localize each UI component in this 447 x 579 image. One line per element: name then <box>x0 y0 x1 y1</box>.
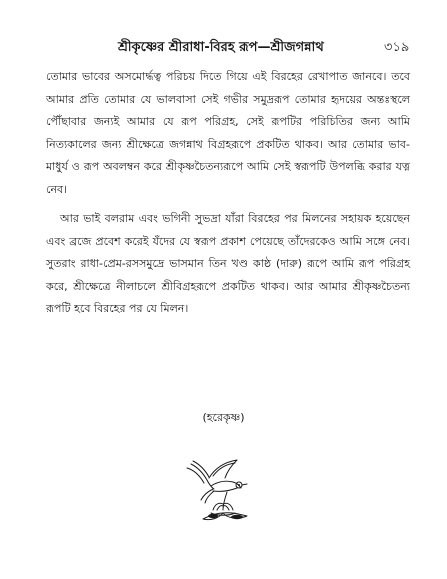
page-header <box>0 38 447 58</box>
paragraph-1: তোমার ভাবের অসমোর্দ্ধত্ব পরিচয় দিতে গিয়ে এই বিরহের রেখাপাত জানবে। তবে আমার প্রতি তোমার যে ভালবাসা সেই গভীর সমুদ্ররূপ তোমার হৃদয়ের অন্তঃস্থলে পৌঁছাবার জন্যই আমার যে রূপ পরিগ্রহ, সেই রূপটির পরিচিতির জন্য আমি নিত্যকালের জন্য শ্রীক্ষেত্রে জগন্নাথ বিগ্রহরূপে প্রকটিত থাকব। আর তোমার ভাব-মাধুর্য ও রূপ অবলম্বন করে শ্রীকৃষ্ণচৈতন্যরূপে আমি সেই স্বরূপটি উপলব্ধি করার যত্ন নেব। <box>46 70 410 196</box>
page-number: ৩১৯ <box>384 40 410 55</box>
body-text <box>46 66 410 321</box>
paragraph-2: আর ভাই বলরাম এবং ভগিনী সুভদ্রা যাঁরা বিরহের পর মিলনের সহায়ক হয়েছেন এবং ব্রজে প্রবেশ করেই যঁদের যে স্বরূপ প্রকাশ পেয়েছে তাঁদেরকেও আমি সঙ্গে নেব। সুতরাং রাধা-প্রেম-রসসমুদ্রে ভাসমান তিন খণ্ড কাষ্ঠ (দারু) রূপে আমি রূপ পরিগ্রহ করে, শ্রীক্ষেত্রে নীলাচলে শ্রীবিগ্রহরূপে প্রকটিত থাকব। আর আমার শ্রীকৃষ্ণচৈতন্য রূপটি হবে বিরহের পর যে মিলন। <box>46 212 410 315</box>
dove-with-lotus-ornament-icon <box>183 458 265 524</box>
running-title: শ্রীকৃষ্ণের শ্রীরাধা-বিরহ রূপ—শ্রীজগন্নাথ <box>118 40 324 55</box>
signoff: (হরেকৃষ্ণ) <box>202 411 245 424</box>
